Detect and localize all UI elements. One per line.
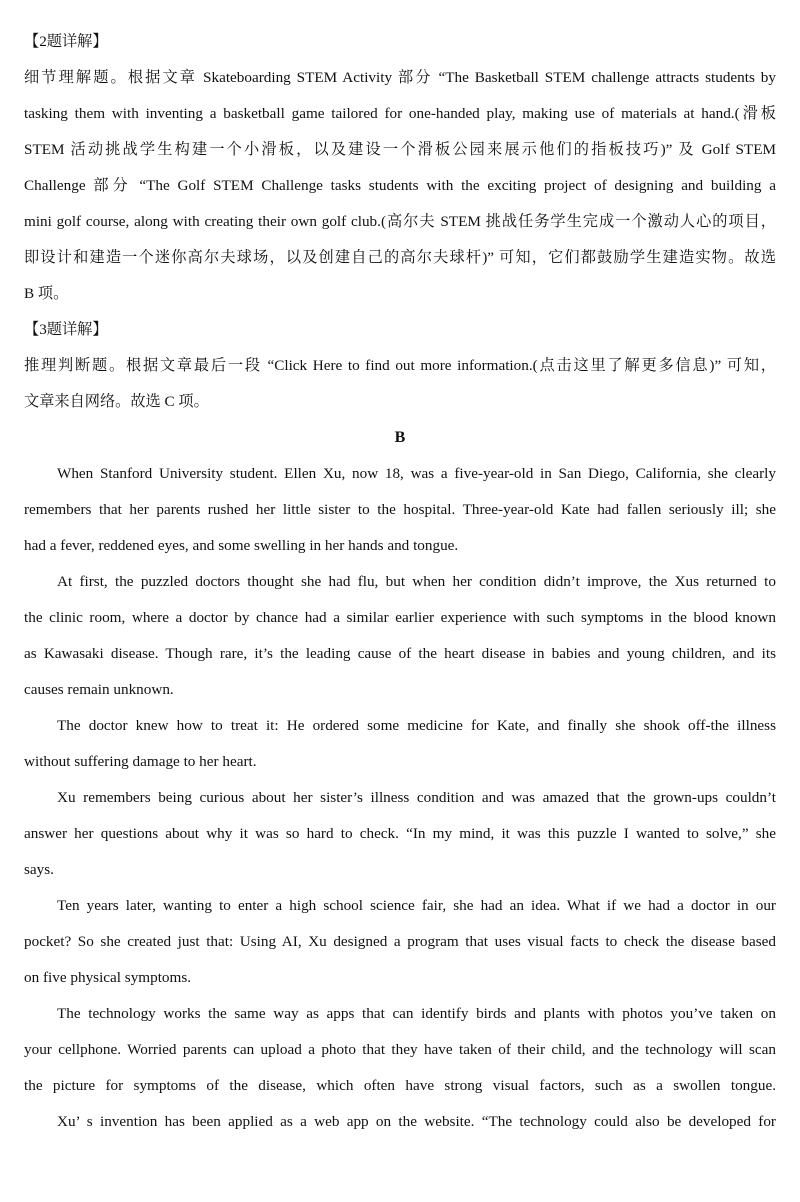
section-2-line-2: tasking them with inventing a basketball game tailored for one-handed play, making use of materials at hand.(滑板 [24, 105, 776, 122]
passage-line: answer her questions about why it was so hard to check. “In my mind, it was this puzzle I wanted to solve,” she [24, 825, 776, 842]
passage-line: When Stanford University student. Ellen Xu, now 18, was a five-year-old in San Diego, California, she clearly [57, 465, 776, 482]
passage-line: without suffering damage to her heart. [24, 753, 257, 770]
passage-line: the clinic room, where a doctor by chance had a similar earlier experience with such symptoms in the blood known [24, 609, 776, 626]
passage-line: the picture for symptoms of the disease, which often have strong visual factors, such as a swollen tongue. [24, 1077, 776, 1094]
passage-line: The doctor knew how to treat it: He ordered some medicine for Kate, and finally she shook off-the illness [57, 717, 776, 734]
section-2-line-1: 细节理解题。根据文章 Skateboarding STEM Activity 部分 “The Basketball STEM challenge attracts students by [24, 69, 776, 86]
passage-line: Xu’ s invention has been applied as a web app on the website. “The technology could also be developed for [57, 1113, 776, 1130]
section-2-line-5: mini golf course, along with creating their own golf club.(高尔夫 STEM 挑战任务学生完成一个激动人心的项目， [24, 213, 776, 230]
section-3-line-1: 推理判断题。根据文章最后一段 “Click Here to find out more information.(点击这里了解更多信息)” 可知， [24, 357, 776, 374]
passage-line: At first, the puzzled doctors thought she had flu, but when her condition didn’t improve, the Xus returned to [57, 573, 776, 590]
passage-line: remembers that her parents rushed her little sister to the hospital. Three-year-old Kate had fallen seriously ill; she [24, 501, 776, 518]
passage-line: on five physical symptoms. [24, 969, 192, 986]
section-2-line-7: B 项。 [24, 285, 69, 302]
passage-line: as Kawasaki disease. Though rare, it’s the leading cause of the heart disease in babies and young children, and its [24, 645, 776, 662]
passage-line: causes remain unknown. [24, 681, 174, 698]
passage-line: your cellphone. Worried parents can upload a photo that they have taken of their child, and the technology will scan [24, 1041, 776, 1058]
section-2-line-6: 即设计和建造一个迷你高尔夫球场，以及创建自己的高尔夫球杆)” 可知，它们都鼓励学生建造实物。故选 [24, 249, 776, 266]
section-2-line-3: STEM 活动挑战学生构建一个小滑板，以及建设一个滑板公园来展示他们的指板技巧)” 及 Golf STEM [24, 141, 776, 158]
passage-line: pocket? So she created just that: Using AI, Xu designed a program that uses visual facts to check the disease based [24, 933, 776, 950]
section-3-heading: 【3题详解】 [24, 321, 108, 338]
section-2-line-4: Challenge 部分 “The Golf STEM Challenge tasks students with the exciting project of designing and building a [24, 177, 776, 194]
section-2-heading: 【2题详解】 [24, 33, 108, 50]
passage-line: Xu remembers being curious about her sister’s illness condition and was amazed that the grown-ups couldn’t [57, 789, 776, 806]
passage-line: had a fever, reddened eyes, and some swelling in her hands and tongue. [24, 537, 459, 554]
section-3-line-2: 文章来自网络。故选 C 项。 [24, 393, 209, 410]
passage-title: B [394, 429, 406, 446]
passage-line: The technology works the same way as apps that can identify birds and plants with photos you’ve taken on [57, 1005, 776, 1022]
passage-line: Ten years later, wanting to enter a high school science fair, she had an idea. What if we had a doctor in our [57, 897, 776, 914]
passage-line: says. [24, 861, 54, 878]
